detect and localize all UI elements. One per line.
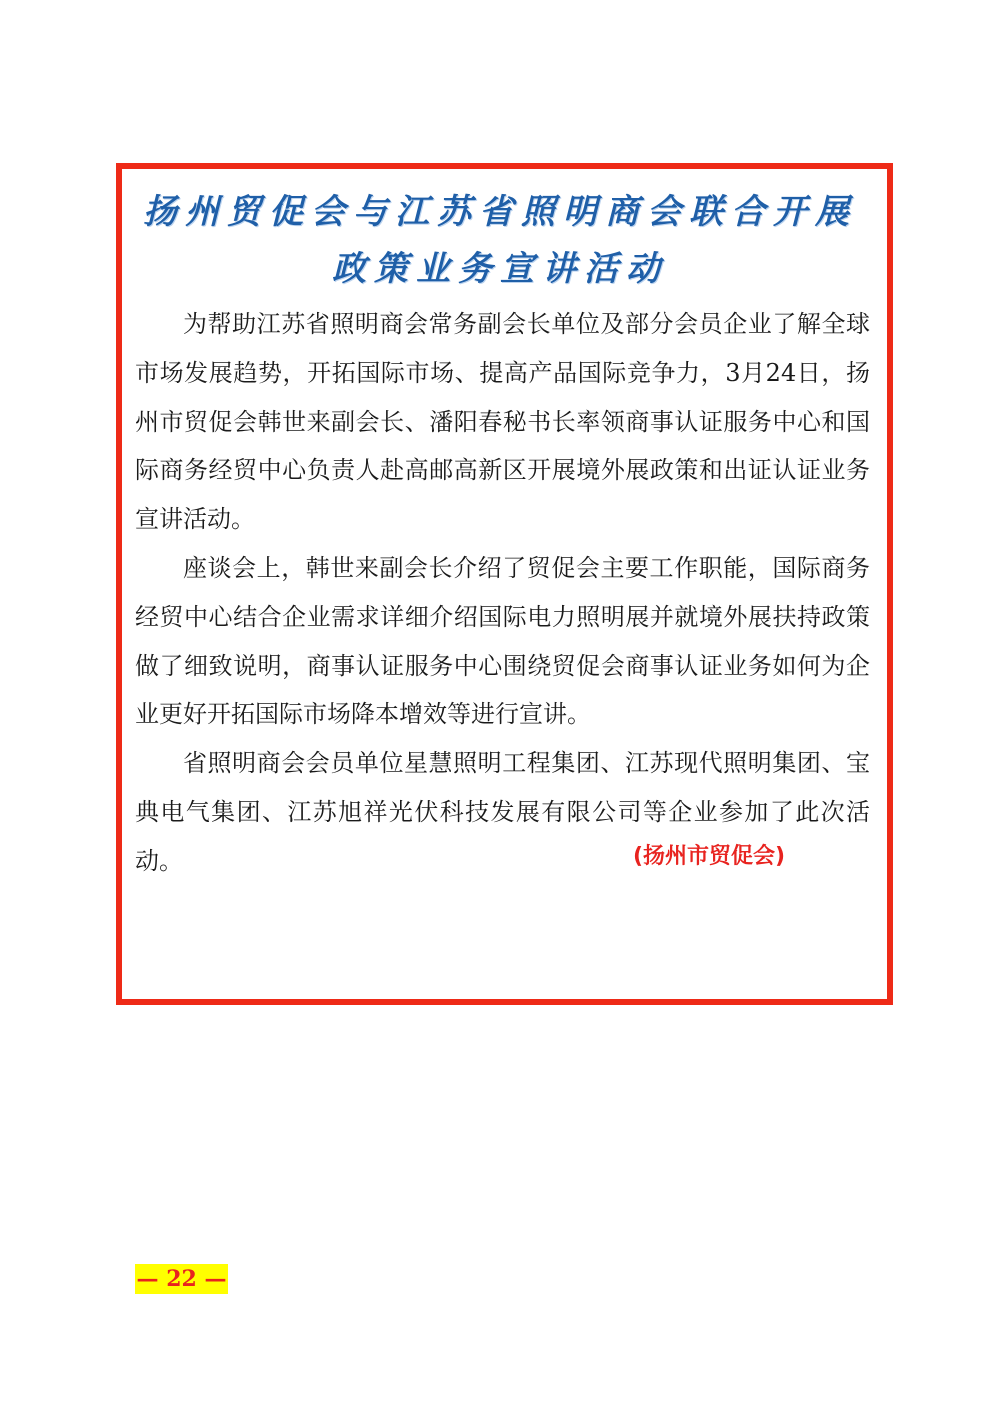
article-body [135, 300, 870, 886]
article-title-line-2: 政策业务宣讲活动 [332, 249, 668, 289]
page-number: — 22 — [136, 1266, 227, 1292]
paragraph-1: 为帮助江苏省照明商会常务副会长单位及部分会员企业了解全球市场发展趋势，开拓国际市场、提高产品国际竞争力，3月24日，扬州市贸促会韩世来副会长、潘阳春秘书长率领商事认证服务中心和国际商务经贸中心负责人赴高邮高新区开展境外展政策和出证认证业务宣讲活动。 [135, 310, 870, 534]
article-title-line-1: 扬州贸促会与江苏省照明商会联合开展 [143, 192, 857, 232]
author-signature: (扬州市贸促会) [633, 844, 786, 869]
paragraph-2: 座谈会上，韩世来副会长介绍了贸促会主要工作职能，国际商务经贸中心结合企业需求详细介绍国际电力照明展并就境外展扶持政策做了细致说明，商事认证服务中心围绕贸促会商事认证业务如何为企业更好开拓国际市场降本增效等进行宣讲。 [135, 553, 870, 729]
paragraph-3: 省照明商会会员单位星慧照明工程集团、江苏现代照明集团、宝典电气集团、江苏旭祥光伏科技发展有限公司等企业参加了此次活动。 [135, 749, 870, 875]
